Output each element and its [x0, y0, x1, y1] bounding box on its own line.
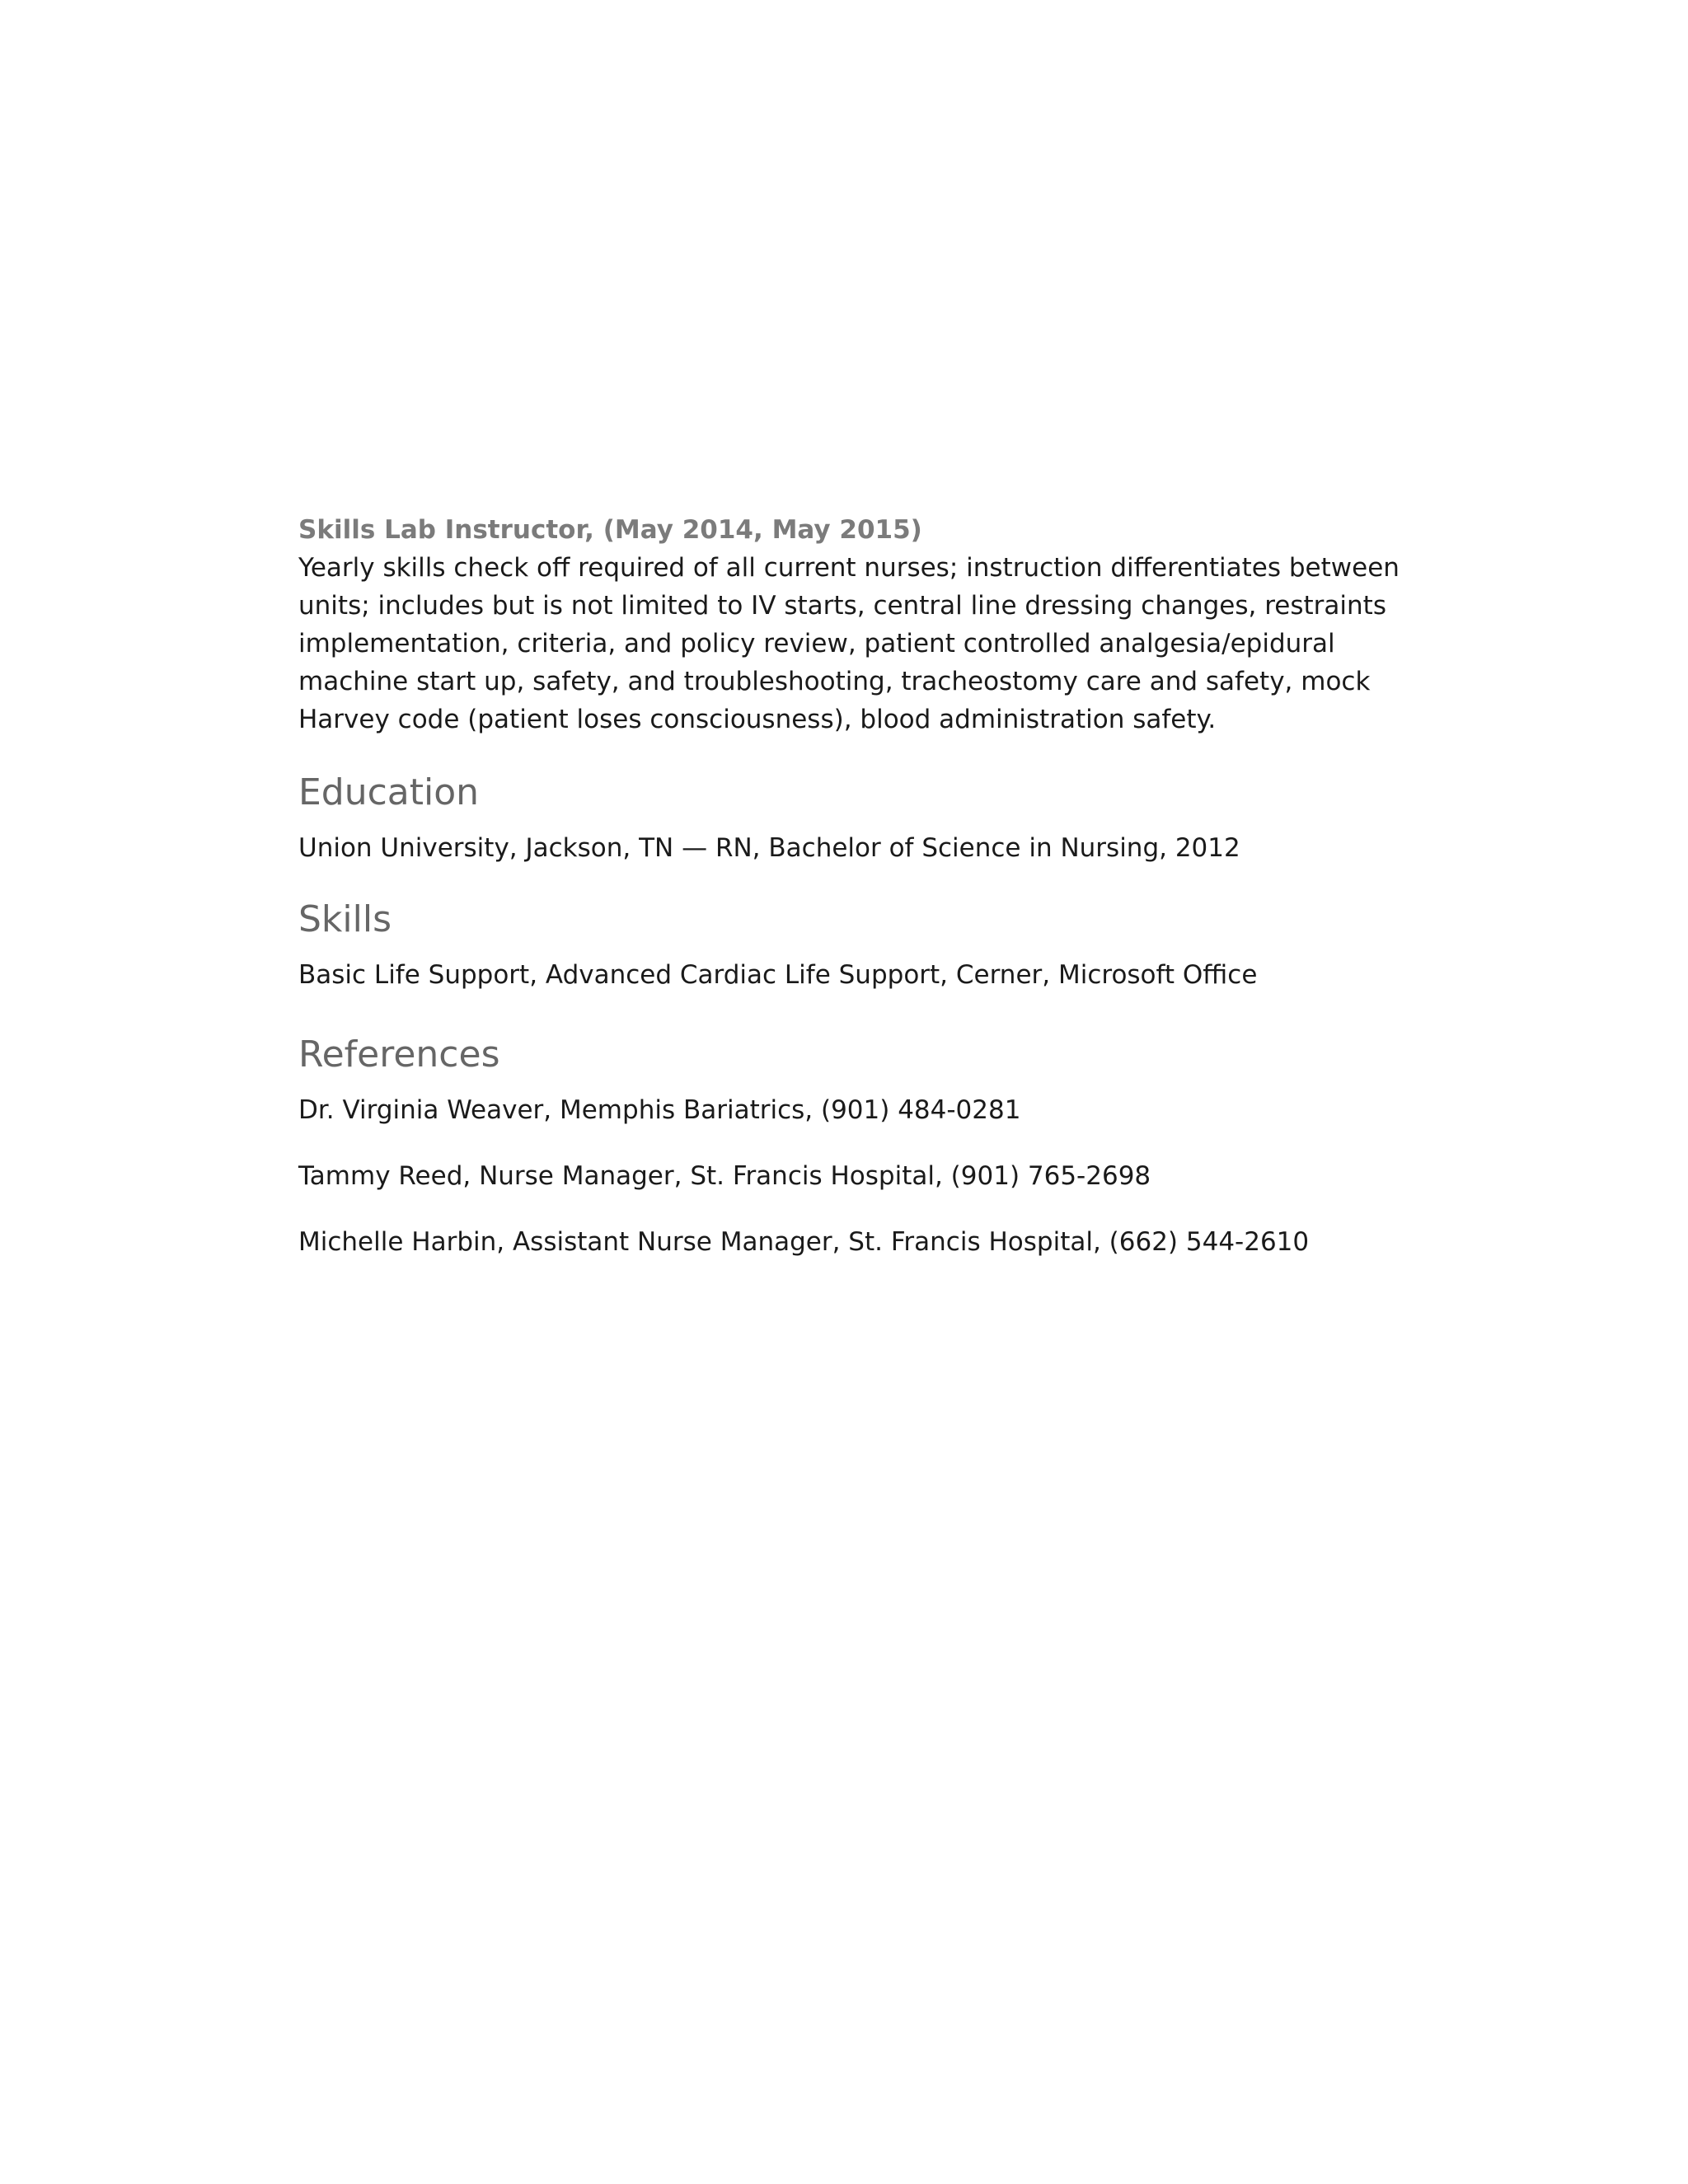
references-section — [298, 1030, 1419, 1261]
skills-entry: Basic Life Support, Advanced Cardiac Life Support, Cerner, Microsoft Office — [298, 960, 1258, 990]
education-section — [298, 768, 1419, 867]
education-entry: Union University, Jackson, TN — RN, Bachelor of Science in Nursing, 2012 — [298, 833, 1240, 863]
reference-item: Tammy Reed, Nurse Manager, St. Francis Hospital, (901) 765-2698 — [298, 1161, 1151, 1191]
reference-item: Michelle Harbin, Assistant Nurse Manager, St. Francis Hospital, (662) 544-2610 — [298, 1227, 1310, 1257]
experience-section — [298, 511, 1419, 738]
job-title: Skills Lab Instructor, (May 2014, May 2015) — [298, 515, 922, 545]
references-heading: References — [298, 1033, 500, 1076]
job-description: Yearly skills check off required of all current nurses; instruction differentiates between units; includes but is not limited to IV starts, central line dressing changes, restraints implementation, criteria, and policy review, patient controlled analgesia/epidural machine start up, safety, and troubleshooting, tracheostomy care and safety, mock Harvey code (patient loses consciousness), blood administration safety. — [298, 553, 1400, 734]
skills-section — [298, 895, 1419, 994]
resume-page — [298, 511, 1419, 1261]
reference-item: Dr. Virginia Weaver, Memphis Bariatrics, (901) 484-0281 — [298, 1095, 1021, 1125]
skills-heading: Skills — [298, 898, 392, 940]
education-heading: Education — [298, 771, 480, 813]
